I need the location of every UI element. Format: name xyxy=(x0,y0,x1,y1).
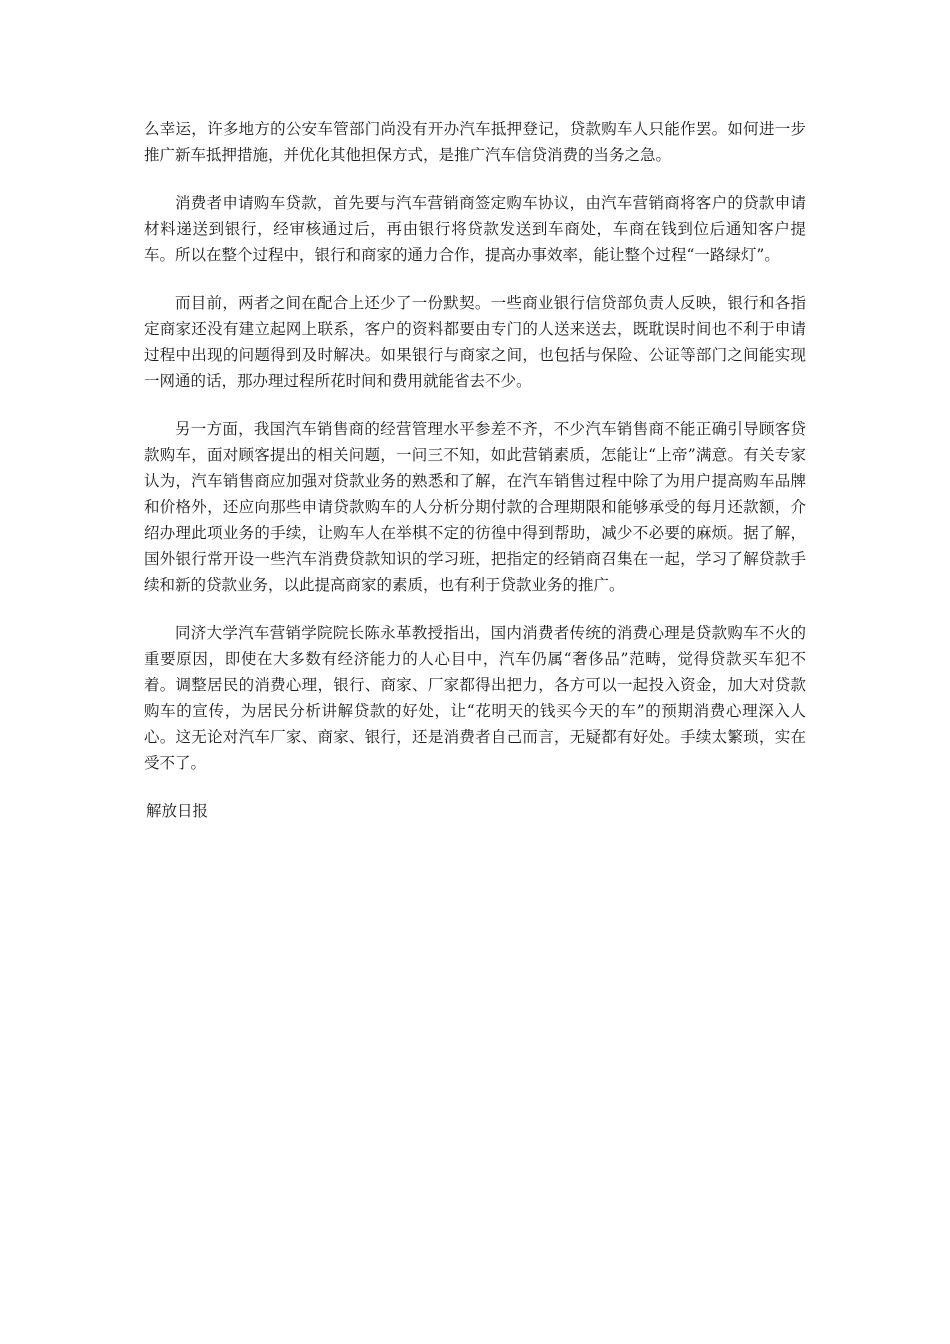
paragraph-dealer-management: 另一方面，我国汽车销售商的经营管理水平参差不齐，不少汽车销售商不能正确引导顾客贷款购车，面对顾客提出的相关问题，一问三不知，如此营销素质，怎能让“上帝”满意。有关专家认为，汽车销售商应加强对贷款业务的熟悉和了解，在汽车销售过程中除了为用户提高购车品牌和价格外，还应向那些申请贷款购车的人分析分期付款的合理期限和能够承受的每月还款额，介绍办理此项业务的手续，让购车人在举棋不定的彷徨中得到帮助，减少不必要的麻烦。据了解，国外银行常开设一些汽车消费贷款知识的学习班，把指定的经销商召集在一起，学习了解贷款手续和新的贷款业务，以此提高商家的素质，也有利于贷款业务的推广。 xyxy=(144,420,806,594)
document-page xyxy=(144,116,806,824)
paragraph-continuation: 么幸运，许多地方的公安车管部门尚没有开办汽车抵押登记，贷款购车人只能作罢。如何进一步推广新车抵押措施，并优化其他担保方式，是推广汽车信贷消费的当务之急。 xyxy=(144,120,806,164)
paragraph-consumer-psychology: 同济大学汽车营销学院院长陈永革教授指出，国内消费者传统的消费心理是贷款购车不火的重要原因，即使在大多数有经济能力的人心目中，汽车仍属“奢侈品”范畴，觉得贷款买车犯不着。调整居民的消费心理，银行、商家、厂家都得出把力，各方可以一起投入资金，加大对贷款购车的宣传，为居民分析讲解贷款的好处，让“花明天的钱买今天的车”的预期消费心理深入人心。这无论对汽车厂家、商家、银行，还是消费者自己而言，无疑都有好处。手续太繁琐，实在受不了。 xyxy=(144,624,806,772)
article-source: 解放日报 xyxy=(146,802,209,820)
paragraph-bank-dealer-coordination: 而目前，两者之间在配合上还少了一份默契。一些商业银行信贷部负责人反映，银行和各指定商家还没有建立起网上联系，客户的资料都要由专门的人送来送去，既耽误时间也不利于申请过程中出现的问题得到及时解决。如果银行与商家之间，也包括与保险、公证等部门之间能实现一网通的话，那办理过程所花时间和费用就能省去不少。 xyxy=(144,294,806,390)
paragraph-loan-process: 消费者申请购车贷款，首先要与汽车营销商签定购车协议，由汽车营销商将客户的贷款申请材料递送到银行，经审核通过后，再由银行将贷款发送到车商处，车商在钱到位后通知客户提车。所以在整个过程中，银行和商家的通力合作，提高办事效率，能让整个过程“一路绿灯”。 xyxy=(144,194,806,264)
